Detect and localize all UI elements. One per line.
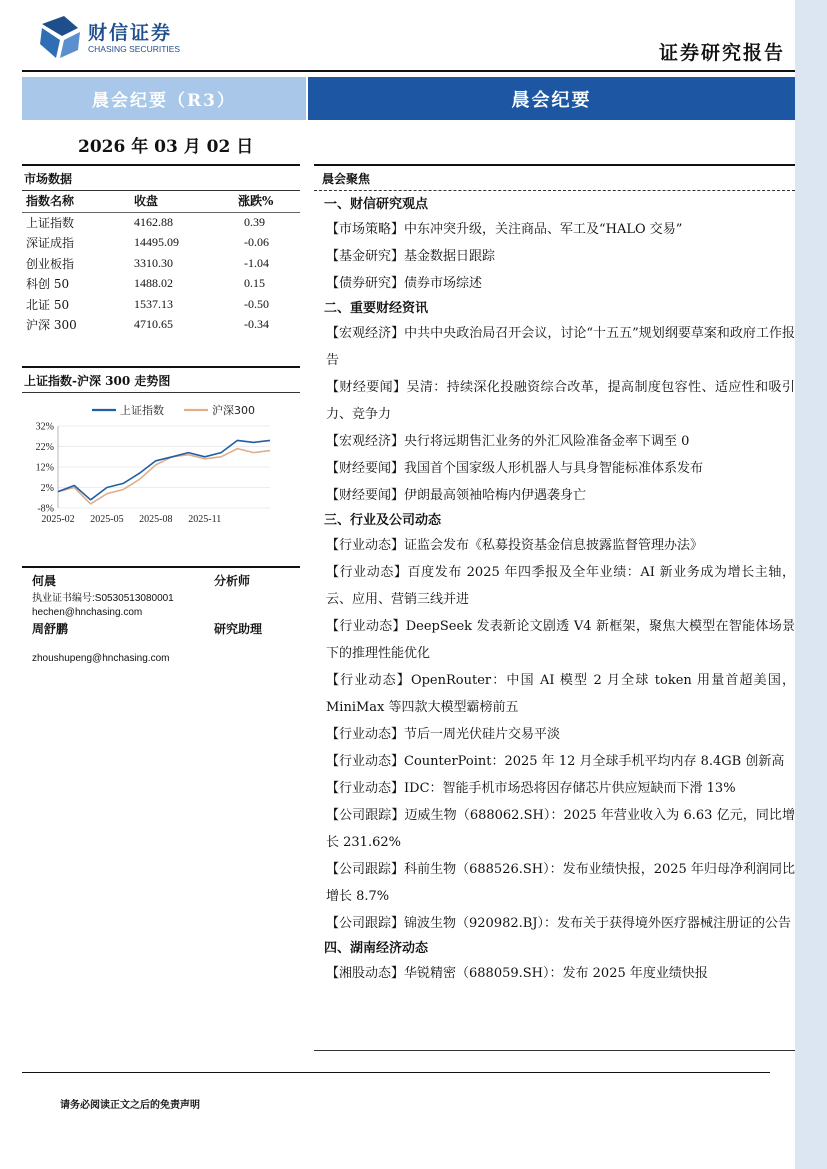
news-item-text: 吴清：持续深化投融资综合改革，提高制度包容性、适应性和吸引力、竞争力 xyxy=(326,380,795,422)
header-divider xyxy=(22,70,795,72)
chart-series xyxy=(58,440,270,504)
table-row xyxy=(22,294,300,315)
logo-mark-icon xyxy=(38,14,84,60)
news-item[interactable] xyxy=(314,775,795,802)
y-tick-label: 32% xyxy=(35,421,54,433)
company-logo xyxy=(38,14,198,60)
analyst-email[interactable]: hechen@hnchasing.com xyxy=(32,607,143,618)
news-item-text: DeepSeek 发表新论文剧透 V4 新框架，聚焦大模型在智能体场景下的推理性能优化 xyxy=(326,619,795,661)
banner-report-title: 晨会纪要 xyxy=(308,77,795,120)
logo-chinese-name: 财信证券 xyxy=(88,22,173,44)
table-row xyxy=(22,315,300,336)
news-category-heading: 二、重要财经资讯 xyxy=(324,301,429,316)
news-item-tag: 【行业动态】 xyxy=(326,754,405,769)
index-close: 14495.09 xyxy=(134,235,179,250)
news-item[interactable] xyxy=(314,721,795,748)
index-change: 0.39 xyxy=(244,215,265,229)
news-item-text: 中东冲突升级，关注商品、军工及“HALO 交易” xyxy=(404,222,683,237)
table-row xyxy=(22,274,300,295)
market-data-heading: 市场数据 xyxy=(22,164,300,191)
news-item-tag: 【行业动态】 xyxy=(326,619,406,634)
news-item[interactable] xyxy=(314,428,795,455)
news-item-tag: 【基金研究】 xyxy=(326,249,405,264)
x-tick-label: 2025-05 xyxy=(90,514,124,525)
index-close: 4710.65 xyxy=(134,317,173,332)
news-item-text: 我国首个国家级人形机器人与具身智能标准体系发布 xyxy=(404,461,704,476)
chart-x-axis xyxy=(41,514,221,525)
news-category-heading: 四、湖南经济动态 xyxy=(324,941,429,956)
news-item[interactable] xyxy=(314,856,795,910)
report-type-title: 证券研究报告 xyxy=(658,42,785,64)
column-header-index: 指数名称 xyxy=(22,190,134,212)
news-item-text: IDC：智能手机市场恐将因存储芯片供应短缺而下滑 13% xyxy=(404,781,736,796)
side-stripe xyxy=(795,0,827,1169)
analyst-row xyxy=(22,568,300,586)
news-item-tag: 【财经要闻】 xyxy=(326,461,405,476)
index-close: 4162.88 xyxy=(134,215,173,229)
news-item-tag: 【市场策略】 xyxy=(326,222,405,237)
news-item[interactable] xyxy=(314,667,795,721)
analyst-license: 执业证书编号:S0530513080001 xyxy=(32,593,174,604)
news-item-tag: 【行业动态】 xyxy=(326,673,411,688)
index-change: -1.04 xyxy=(244,255,269,270)
news-item[interactable] xyxy=(314,482,795,509)
y-tick-label: 12% xyxy=(35,462,54,474)
news-item-text: 迈威生物（688062.SH）：2025 年营业收入为 6.63 亿元，同比增长 231.62% xyxy=(326,808,795,850)
news-item-tag: 【宏观经济】 xyxy=(326,326,405,341)
news-item-tag: 【财经要闻】 xyxy=(326,488,405,503)
news-item-text: 伊朗最高领袖哈梅内伊遇袭身亡 xyxy=(404,488,587,503)
column-header-close: 收盘 xyxy=(134,190,222,212)
news-item-text: CounterPoint：2025 年 12 月全球手机平均内存 8.4GB 创新高 xyxy=(404,754,785,769)
chart-gridlines xyxy=(58,426,270,508)
chart-legend xyxy=(92,403,255,417)
analyst-block xyxy=(22,566,300,666)
legend-label: 沪深300 xyxy=(212,404,255,417)
report-date: 2026 年 03 月 02 日 xyxy=(78,137,254,157)
news-item-text: 百度发布 2025 年四季报及全年业绩：AI 新业务成为增长主轴，云、应用、营销三线并进 xyxy=(326,565,795,607)
index-change: -0.34 xyxy=(244,317,269,332)
analyst-name: 何晨 xyxy=(32,574,57,588)
index-trend-chart xyxy=(22,392,300,537)
news-item[interactable] xyxy=(314,559,795,613)
news-item[interactable] xyxy=(314,374,795,428)
news-item-tag: 【公司跟踪】 xyxy=(326,862,405,877)
news-item[interactable] xyxy=(314,532,795,559)
news-item-tag: 【债券研究】 xyxy=(326,276,405,291)
index-name: 北证 50 xyxy=(26,297,70,312)
index-name: 上证指数 xyxy=(26,216,75,230)
news-item-tag: 【行业动态】 xyxy=(326,727,405,742)
y-tick-label: -8% xyxy=(37,503,54,515)
analyst-role: 研究助理 xyxy=(214,622,263,636)
series-line xyxy=(58,449,270,504)
index-close: 1537.13 xyxy=(134,296,173,311)
news-item[interactable] xyxy=(314,320,795,374)
x-tick-label: 2025-02 xyxy=(41,514,75,525)
news-item-tag: 【宏观经济】 xyxy=(326,434,405,449)
news-item-tag: 【行业动态】 xyxy=(326,781,405,796)
news-item-tag: 【公司跟踪】 xyxy=(326,916,405,931)
focus-news-list xyxy=(314,193,795,987)
news-item[interactable] xyxy=(314,613,795,667)
index-name: 科创 50 xyxy=(26,277,70,292)
index-close: 3310.30 xyxy=(134,255,173,270)
news-item[interactable] xyxy=(314,270,795,297)
index-close: 1488.02 xyxy=(134,276,173,291)
analyst-row xyxy=(22,620,300,638)
news-item-text: 锦波生物（920982.BJ）：发布关于获得境外医疗器械注册证的公告 xyxy=(404,916,792,931)
news-item[interactable] xyxy=(314,910,795,937)
news-item[interactable] xyxy=(314,243,795,270)
news-item[interactable] xyxy=(314,455,795,482)
news-item[interactable] xyxy=(314,960,795,987)
index-name: 沪深 300 xyxy=(26,318,77,333)
news-item-text: 基金数据日跟踪 xyxy=(404,249,496,264)
chart-y-axis xyxy=(36,422,58,515)
news-item[interactable] xyxy=(314,802,795,856)
logo-english-name: CHASING SECURITIES xyxy=(88,44,181,54)
table-header-row xyxy=(22,190,300,212)
index-change: -0.06 xyxy=(244,235,269,250)
footer-divider xyxy=(22,1072,770,1073)
analyst-email[interactable]: zhoushupeng@hnchasing.com xyxy=(32,653,170,664)
news-item-tag: 【湘股动态】 xyxy=(326,966,405,981)
y-tick-label: 2% xyxy=(40,483,54,494)
news-item-text: 科前生物（688526.SH）：发布业绩快报，2025 年归母净利润同比增长 8.7% xyxy=(326,862,795,904)
news-item-text: 央行将远期售汇业务的外汇风险准备金率下调至 0 xyxy=(404,434,690,449)
analyst-license xyxy=(22,638,300,652)
table-row xyxy=(22,253,300,274)
news-item-tag: 【行业动态】 xyxy=(326,538,405,553)
news-item-tag: 【行业动态】 xyxy=(326,565,408,580)
column-header-change: 涨跌% xyxy=(222,190,300,212)
x-tick-label: 2025-08 xyxy=(139,514,173,525)
news-item-text: 证监会发布《私募投资基金信息披露监督管理办法》 xyxy=(404,538,704,553)
news-divider xyxy=(314,1050,795,1051)
index-name: 深证成指 xyxy=(26,236,75,251)
y-tick-label: 22% xyxy=(35,442,54,453)
news-item-tag: 【财经要闻】 xyxy=(326,380,407,395)
index-change: 0.15 xyxy=(244,276,265,291)
news-item-text: OpenRouter：中国 AI 模型 2 月全球 token 用量首超美国，MiniMax 等四款大模型霸榜前五 xyxy=(326,673,795,715)
news-category-heading: 一、财信研究观点 xyxy=(324,197,429,212)
focus-heading: 晨会聚焦 xyxy=(314,164,795,191)
banner-report-series: 晨会纪要（R3） xyxy=(22,77,306,120)
index-name: 创业板指 xyxy=(26,256,75,271)
disclaimer-note: 请务必阅读正文之后的免责声明 xyxy=(60,1100,200,1111)
analyst-name: 周舒鹏 xyxy=(32,622,69,636)
news-item-text: 节后一周光伏硅片交易平淡 xyxy=(404,727,561,742)
news-item[interactable] xyxy=(314,748,795,775)
news-item[interactable] xyxy=(314,216,795,243)
news-item-tag: 【公司跟踪】 xyxy=(326,808,405,823)
legend-label: 上证指数 xyxy=(120,404,164,417)
news-item-text: 华锐精密（688059.SH）：发布 2025 年度业绩快报 xyxy=(404,966,708,981)
x-tick-label: 2025-11 xyxy=(188,514,222,525)
news-category-heading: 三、行业及公司动态 xyxy=(324,513,442,528)
analyst-role: 分析师 xyxy=(214,574,251,588)
table-row xyxy=(22,233,300,254)
chart-heading: 上证指数-沪深 300 走势图 xyxy=(22,366,300,393)
news-item-text: 中共中央政治局召开会议，讨论“十五五”规划纲要草案和政府工作报告 xyxy=(326,326,795,368)
news-item-text: 债券市场综述 xyxy=(404,276,483,291)
index-change: -0.50 xyxy=(244,296,269,311)
market-data-table xyxy=(22,190,300,335)
table-row xyxy=(22,212,300,233)
